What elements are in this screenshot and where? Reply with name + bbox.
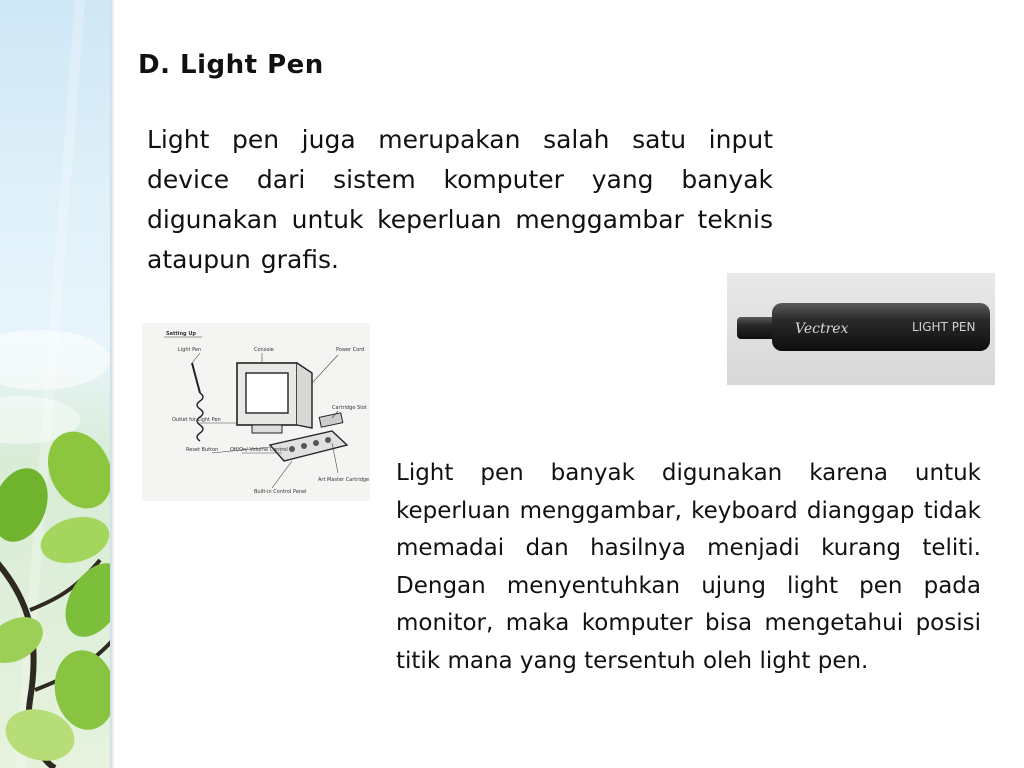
- setup-diagram-image: [142, 323, 370, 501]
- photo-brand-text: Vectrex: [795, 321, 849, 337]
- label-outlet: Outlet for Light Pen: [172, 417, 221, 423]
- decorative-side-strip: [0, 0, 113, 768]
- label-cartridge-slot: Cartridge Slot: [332, 405, 367, 411]
- light-pen-photo: [727, 273, 995, 385]
- photo-product-text: LIGHT PEN: [912, 320, 976, 334]
- detail-paragraph: Light pen banyak digunakan karena untuk keperluan menggambar, keyboard dianggap tidak memadai dan hasilnya menjadi kurang teliti. Dengan menyentuhkan ujung light pen pada monitor, maka komputer bisa mengetahui posisi titik mana yang tersentuh oleh light pen.: [396, 460, 981, 674]
- leaf-decoration: [0, 0, 113, 768]
- slide-heading: D. Light Pen: [138, 50, 324, 80]
- label-built-in: Built-in Control Panel: [254, 489, 307, 495]
- label-art-master: Art Master Cartridge: [318, 477, 370, 483]
- intro-paragraph: Light pen juga merupakan salah satu input device dari sistem komputer yang banyak digunakan untuk keperluan menggambar teknis ataupun grafis.: [147, 125, 773, 274]
- diagram-title: Setting Up: [166, 331, 197, 337]
- label-light-pen: Light Pen: [178, 347, 202, 353]
- label-reset: Reset Button: [186, 447, 219, 453]
- label-power-cord: Power Cord: [336, 347, 365, 353]
- strip-border: [110, 0, 114, 768]
- label-on-off: Off/On/ Volume Control: [230, 447, 288, 453]
- label-console: Console: [254, 347, 274, 353]
